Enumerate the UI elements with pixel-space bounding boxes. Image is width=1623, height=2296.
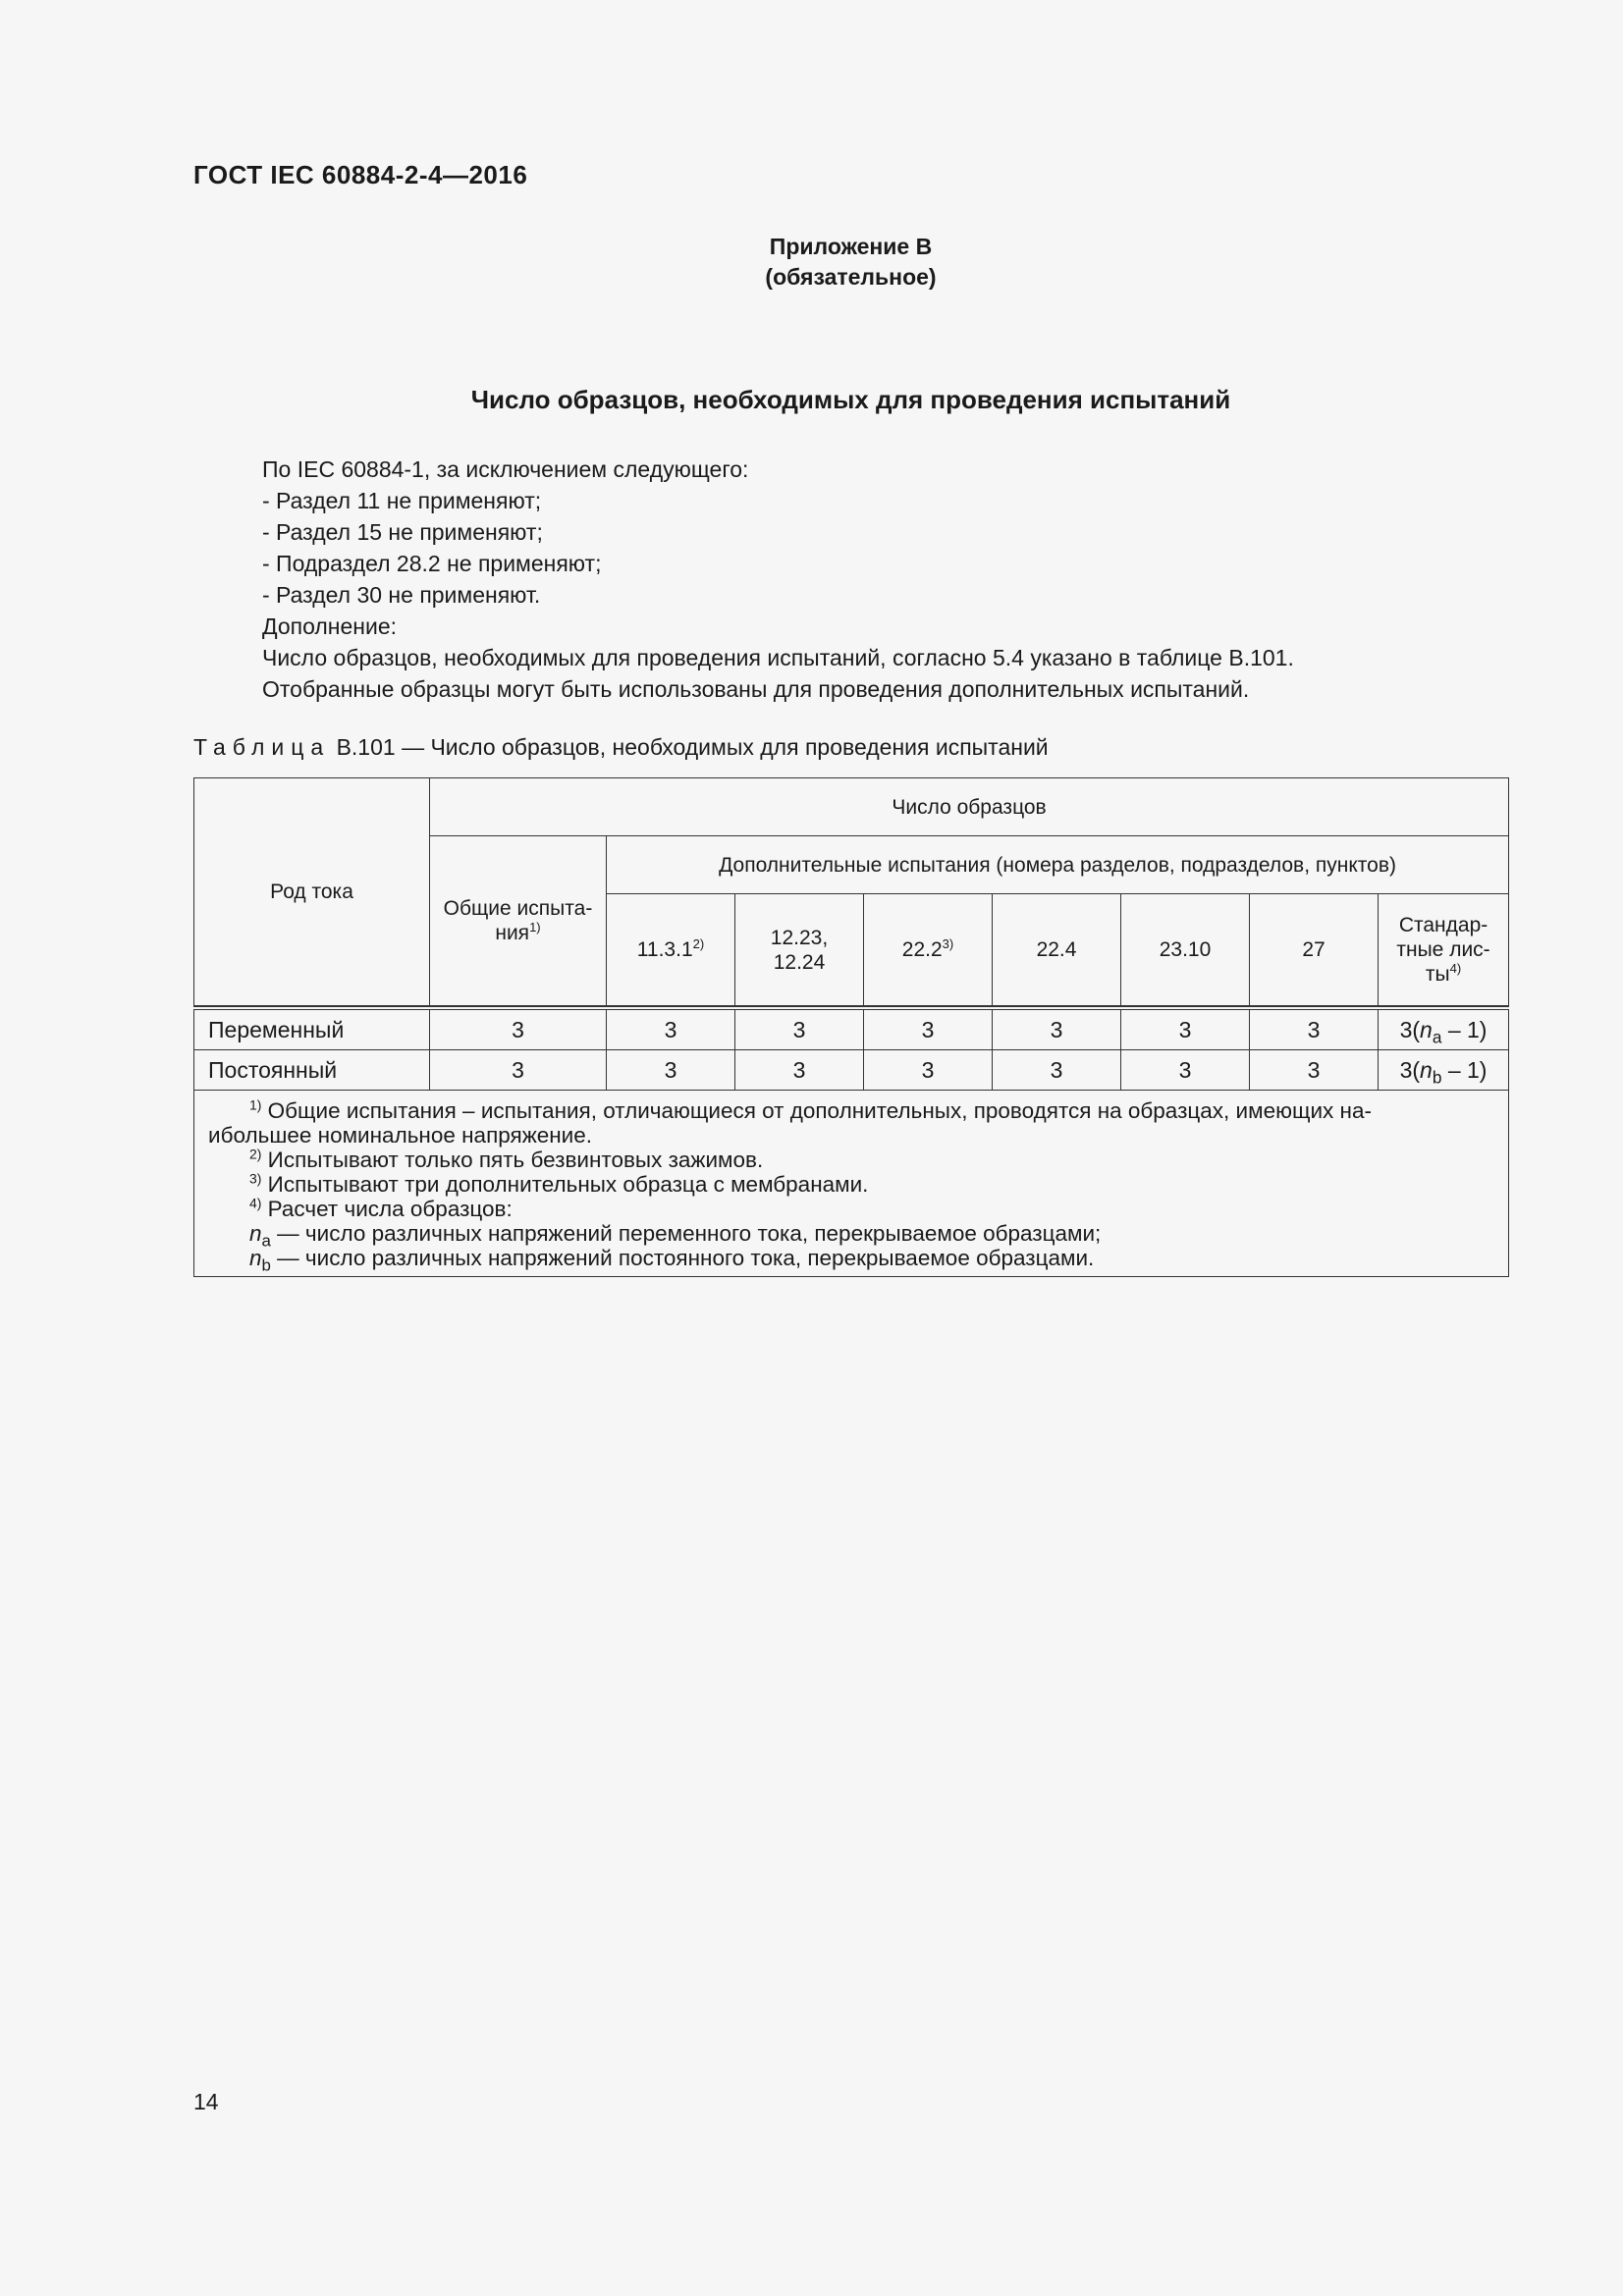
header-col-23-10: 23.10 — [1121, 894, 1250, 1006]
cell-value: 3 — [864, 1008, 993, 1050]
cell-value: 3 — [430, 1008, 607, 1050]
note-2: $^{2)}$ Испытывают только пять безвинтовых зажимов. — [249, 1146, 764, 1172]
cell-value: 3 — [864, 1050, 993, 1091]
cell-value: 3 — [1121, 1008, 1250, 1050]
intro-text — [262, 454, 1539, 705]
intro-line: - Подраздел 28.2 не применяют; — [262, 551, 602, 576]
header-col-22-2: 22.2$^{3)}$ — [864, 894, 993, 1006]
cell-value: 3 — [993, 1008, 1121, 1050]
note-nb: $n_b$ — число различных напряжений постоянного тока, перекрываемое образцами. — [249, 1246, 1095, 1275]
cell-value: 3 — [1250, 1050, 1379, 1091]
header-general-tests: Общие испыта- ния$^{1)}$ — [430, 836, 607, 1006]
table-row — [194, 1050, 1509, 1091]
intro-line: - Раздел 11 не применяют; — [262, 488, 542, 513]
header-col-27: 27 — [1250, 894, 1379, 1006]
intro-line: - Раздел 15 не применяют; — [262, 519, 543, 545]
document-code: ГОСТ IEC 60884-2-4—2016 — [193, 160, 528, 189]
cell-value: 3 — [607, 1050, 735, 1091]
note-1-continued: ибольшее номинальное напряжение. — [208, 1123, 593, 1148]
section-title: Число образцов, необходимых для проведения испытаний — [470, 385, 1231, 414]
header-col-standard-sheets: Стандар- тные лис- $ты^{4)}$ — [1379, 894, 1509, 1006]
note-na: $n_a$ — число различных напряжений переменного тока, перекрываемое образцами; — [249, 1221, 1102, 1251]
cell-value: 3 — [1250, 1008, 1379, 1050]
header-current-type: Род тока — [194, 778, 430, 1006]
cell-value: 3 — [993, 1050, 1121, 1091]
cell-formula: $3(n_a - 1)$ — [1379, 1008, 1509, 1050]
page-number: 14 — [193, 2089, 219, 2114]
intro-line: - Раздел 30 не применяют. — [262, 582, 541, 608]
annex-title: Приложение В — [769, 234, 933, 259]
annex-status: (обязательное) — [765, 264, 937, 290]
intro-line: Число образцов, необходимых для проведения испытаний, согласно 5.4 указано в таблице В.101. — [262, 645, 1294, 670]
cell-value: 3 — [735, 1008, 864, 1050]
cell-value: 3 — [607, 1008, 735, 1050]
cell-value: 3 — [735, 1050, 864, 1091]
intro-line: По IEC 60884-1, за исключением следующего: — [262, 456, 749, 482]
row-label: Переменный — [194, 1008, 430, 1050]
note-4: $^{4)}$ Расчет числа образцов: — [249, 1195, 513, 1221]
table-notes — [194, 1091, 1509, 1277]
intro-line: Отобранные образцы могут быть использованы для проведения дополнительных испытаний. — [262, 676, 1250, 702]
header-additional-tests: Дополнительные испытания (номера разделов, подразделов, пунктов) — [607, 836, 1509, 894]
header-col-12-23: 12.23, 12.24 — [735, 894, 864, 1006]
table-caption-text: В.101 — Число образцов, необходимых для проведения испытаний — [330, 734, 1049, 760]
table-row — [194, 1008, 1509, 1050]
row-label: Постоянный — [194, 1050, 430, 1091]
header-col-22-4: 22.4 — [993, 894, 1121, 1006]
header-col-11-3-1: 11.3.1$^{2)}$ — [607, 894, 735, 1006]
note-1: $^{1)}$ Общие испытания – испытания, отличающиеся от дополнительных, проводятся на образцах, имеющих на- — [249, 1096, 1372, 1123]
cell-formula: $3(n_b - 1)$ — [1379, 1050, 1509, 1091]
annex-heading — [0, 232, 1623, 293]
cell-value: 3 — [430, 1050, 607, 1091]
cell-value: 3 — [1121, 1050, 1250, 1091]
header-sample-count: Число образцов — [430, 778, 1509, 836]
intro-line: Дополнение: — [262, 614, 398, 639]
samples-table — [193, 777, 1509, 1277]
table-caption — [193, 734, 1049, 761]
table-caption-label: Таблица — [193, 734, 331, 760]
note-3: $^{3)}$ Испытывают три дополнительных образца с мембранами. — [249, 1170, 869, 1197]
